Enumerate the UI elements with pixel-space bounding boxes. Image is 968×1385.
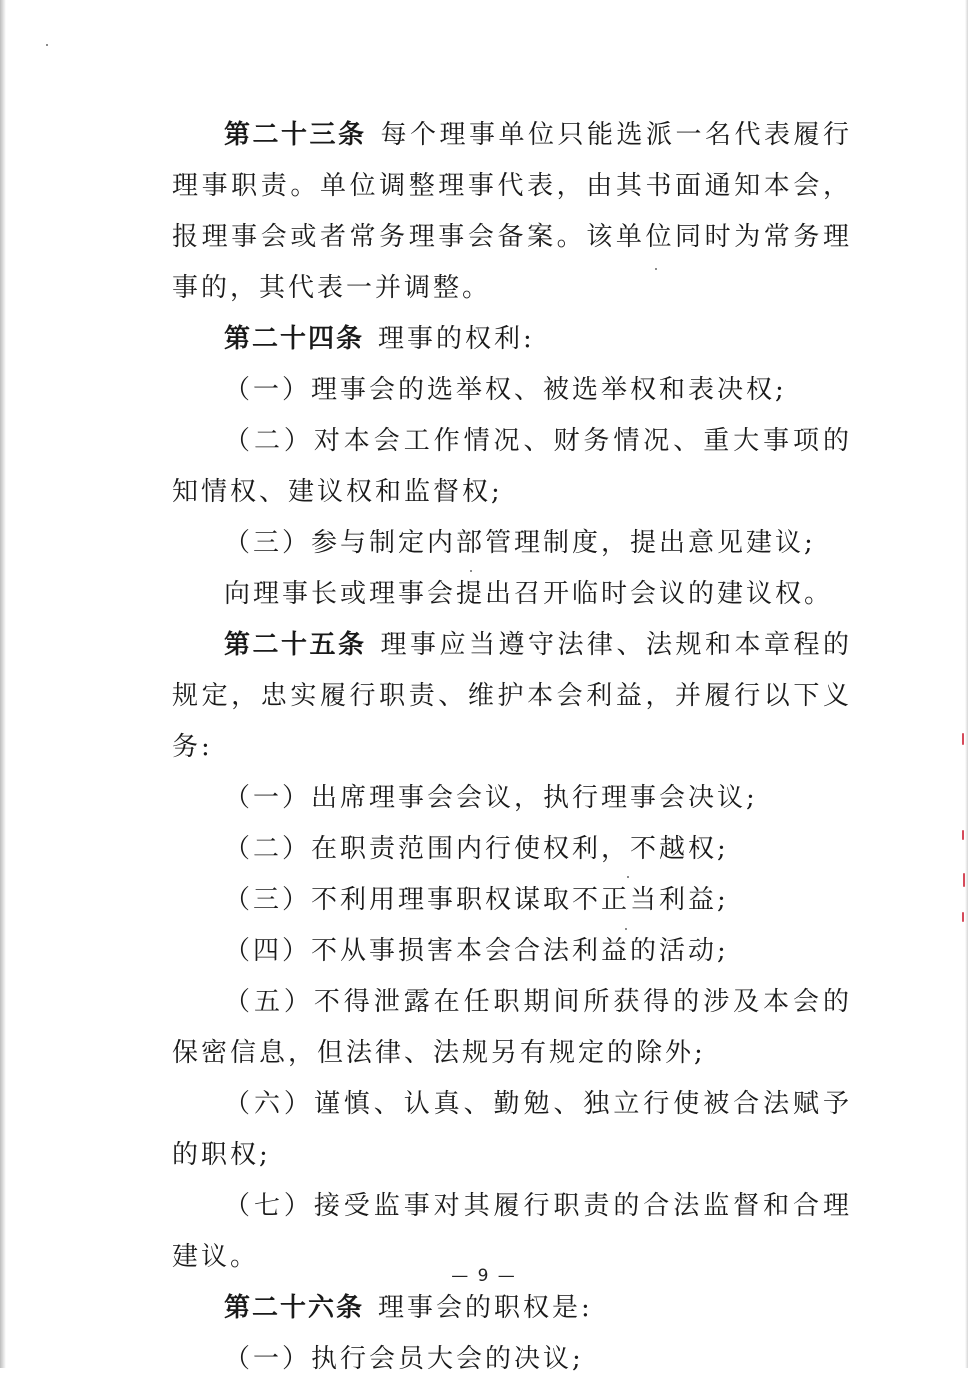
list-item: （一）理事会的选举权、被选举权和表决权; — [224, 375, 787, 405]
list-item: （三）不利用理事职权谋取不正当利益; — [224, 885, 729, 915]
list-item: （一）出席理事会会议，执行理事会决议; — [224, 783, 758, 813]
scan-speck — [627, 876, 629, 878]
scan-speck — [46, 44, 48, 46]
list-item: （二）对本会工作情况、财务情况、重大事项的知情权、建议权和监督权; — [172, 426, 852, 507]
body-text — [172, 110, 852, 1385]
article-heading: 第二十三条 — [224, 120, 367, 150]
margin-mark — [963, 873, 965, 887]
article-25 — [172, 620, 852, 773]
scan-shadow-left — [0, 0, 6, 1368]
page-number: — 9 — — [451, 1266, 517, 1286]
margin-mark — [962, 830, 964, 840]
article-text: 理事应当遵守法律、法规和本章程的规定，忠实履行职责、维护本会利益，并履行以下义务: — [172, 630, 852, 762]
list-item: 向理事长或理事会提出召开临时会议的建议权。 — [224, 579, 834, 609]
scan-speck — [655, 268, 657, 270]
list-item: （一）执行会员大会的决议; — [224, 1344, 584, 1374]
article-heading: 第二十五条 — [224, 630, 367, 660]
scan-speck — [470, 570, 472, 572]
list-item: （四）不从事损害本会合法利益的活动; — [224, 936, 729, 966]
article-text: 理事会的职权是: — [378, 1293, 593, 1323]
article-heading: 第二十六条 — [224, 1293, 365, 1323]
scan-speck — [625, 928, 627, 930]
article-24 — [172, 314, 852, 365]
article-26 — [172, 1283, 852, 1334]
list-item: （六）谨慎、认真、勤勉、独立行使被合法赋予的职权; — [172, 1089, 852, 1170]
article-23 — [172, 110, 852, 314]
article-text: 理事的权利: — [378, 324, 535, 354]
list-item: （三）参与制定内部管理制度，提出意见建议; — [224, 528, 816, 558]
list-item: （五）不得泄露在任职期间所获得的涉及本会的保密信息，但法律、法规另有规定的除外; — [172, 987, 852, 1068]
list-item: （二）在职责范围内行使权利，不越权; — [224, 834, 729, 864]
margin-mark — [962, 733, 964, 745]
article-heading: 第二十四条 — [224, 324, 365, 354]
article-text: 每个理事单位只能选派一名代表履行理事职责。单位调整理事代表，由其书面通知本会，报理事会或者常务理事会备案。该单位同时为常务理事的，其代表一并调整。 — [172, 120, 852, 303]
margin-mark — [962, 912, 964, 922]
list-item: （七）接受监事对其履行职责的合法监督和合理建议。 — [172, 1191, 852, 1272]
